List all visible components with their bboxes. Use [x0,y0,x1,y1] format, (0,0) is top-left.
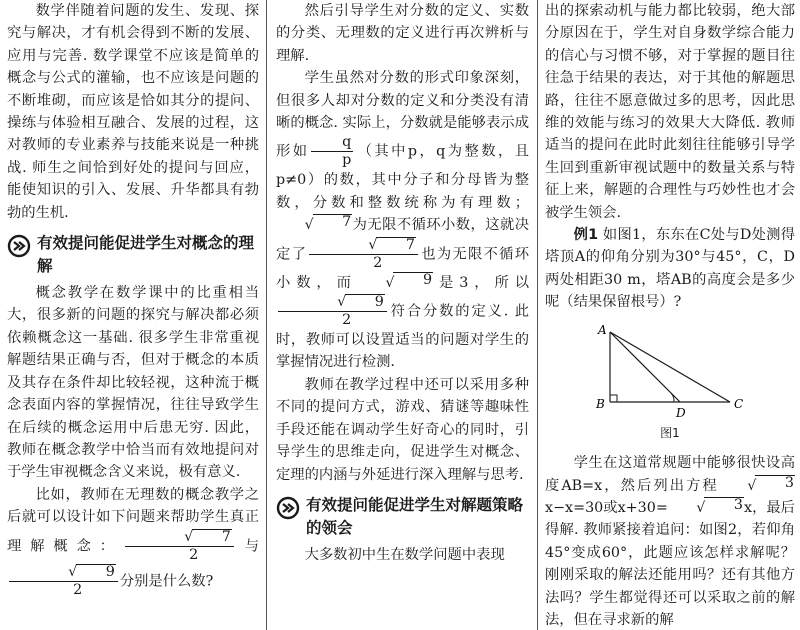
example-1-paragraph: 例1 如图1，东东在C处与D处测得塔顶A的仰角分别为30°与45°，C，D两处相距30 m，塔AB的高度会是多少呢（结果保留根号）? [545,227,795,311]
fraction-sqrt7-over-2: √ 7 2 [125,529,234,564]
section-title-2: 有效提问能促进学生对解题策略的领会 [306,495,524,537]
solution-paragraph: 学生在这道常规题中能够很快设高度AB=x，然后列出方程 √ 3 x−x=30或x+30= √ 3 x，最后得解. 教师紧接着追问：如图2，若仰角45°变成60°，此题应该怎样求解呢？刚刚采取的解法还能用吗？还有其他方法吗？学生都觉得还可以采取之前的解法，但在寻求新的解 [545,455,795,628]
column-divider-2 [537,0,538,630]
example-question-paragraph: 比如，教师在无理数的概念教学之后就可以设计如下问题来帮助学生真正理解概念： √ 7 2 与 √ 9 2 分别是什么数? [7,486,259,598]
column-1 [7,0,259,630]
sqrt-3-a: √ 3 [747,474,794,494]
fraction-sqrt7-over-2-b: √ 7 2 [309,237,418,272]
label-d: D [676,405,686,420]
example-label: 例1 [573,227,599,244]
triangle-diagram [570,320,770,420]
column-3 [545,0,795,630]
strategy-paragraph-cont: 出的探索动机与能力都比较弱，绝大部分原因在于，学生对自身数学综合能力的信心与习惯不够，对于掌握的题目往往急于结果的表达，对于其他的解题思路，往往不愿意做过多的思考，因此思维的效能与练习的效果大大降低. 教师适当的提问在此时此刻往往能够引导学生回到重新审视试题中的数量关系与特征上来，解题的合理性与巧妙性也才会被学生领会. [545,3,795,221]
section-title-1: 有效提问能促进学生对概念的理解 [37,234,255,276]
label-b: B [596,396,605,411]
fraction-sqrt9-over-2-b: √ 9 2 [278,294,387,329]
fraction-sqrt9-over-2: √ 9 2 [9,564,118,599]
guide-paragraph: 然后引导学生对分数的定义、实数的分类、无理数的定义进行再次辨析与理解. [276,3,529,64]
fraction-definition-paragraph: 学生虽然对分数的形式印象深刻，但很多人却对分数的定义和分类没有清晰的概念. 实际上，分数就是能够表示成形如 $\frac{q}{p}$ （其中p，q为整数，且p≠0）的数，其中分子和分母皆为整数，分数和整数统称为有理数； √ 7 为无限不循环小数，这就决定了 √ 7 2 也为无限不循环小数，而 √ 9 是3，所以 √ 9 2 符合分数的定义. 此时，教师可以设置适当的问题对学生的掌握情况进行检测. [276,70,529,371]
column-2 [276,0,529,630]
figure-1 [545,320,795,420]
section-marker-icon [7,234,31,258]
strategy-paragraph-start: 大多数初中生在数学问题中表现 [304,546,505,563]
label-c: C [734,396,744,411]
right-angle-mark [610,395,617,402]
concept-paragraph: 概念教学在数学课中的比重相当大，很多新的问题的探究与解决都必须依赖概念这一基础. 很多学生非常重视解题结果正确与否，但对于概念的本质及其存在条件却比较轻视，这种流于概念表面内容的掌握情况，往往导致学生在后续的概念运用中后患无穷. 因此，教师在概念教学中恰当而有效地提问对于学生审视概念含义来说，极有意义. [7,285,259,481]
sqrt-7: √ 7 [304,214,352,234]
intro-paragraph: 数学伴随着问题的发生、发现、探究与解决，才有机会得到不断的发展、应用与完善. 数学课堂不应该是简单的概念与公式的灌输，也不应该是问题的不断堆砌，而应该是恰如其分的提问、操练与体验相互融合、发展的过程，这对教师的专业素养与技能来说是一种挑战. 师生之间恰到好处的提问与回应，能使知识的引入、发展、升华都具有勃勃的生机. [7,3,259,221]
sqrt-9: √ 9 [385,271,433,291]
section-heading-2 [276,494,529,540]
column-divider-1 [266,0,267,630]
sqrt-3-b: √ 3 [696,496,744,516]
questioning-methods-paragraph: 教师在教学过程中还可以采用多种不同的提问方式，游戏、猜谜等趣味性手段还能在调动学生好奇心的同时，引导学生的思维走向，促进学生对概念、定理的内涵与外延进行深入理解与思考. [276,376,529,483]
angle-arc-d [671,393,674,402]
fraction-q-over-p: $\frac{q}{p}$ [311,134,353,169]
label-a: A [598,322,607,337]
figure-caption: 图1 [660,425,680,440]
section-marker-icon [276,496,300,520]
section-heading-1 [7,232,259,278]
